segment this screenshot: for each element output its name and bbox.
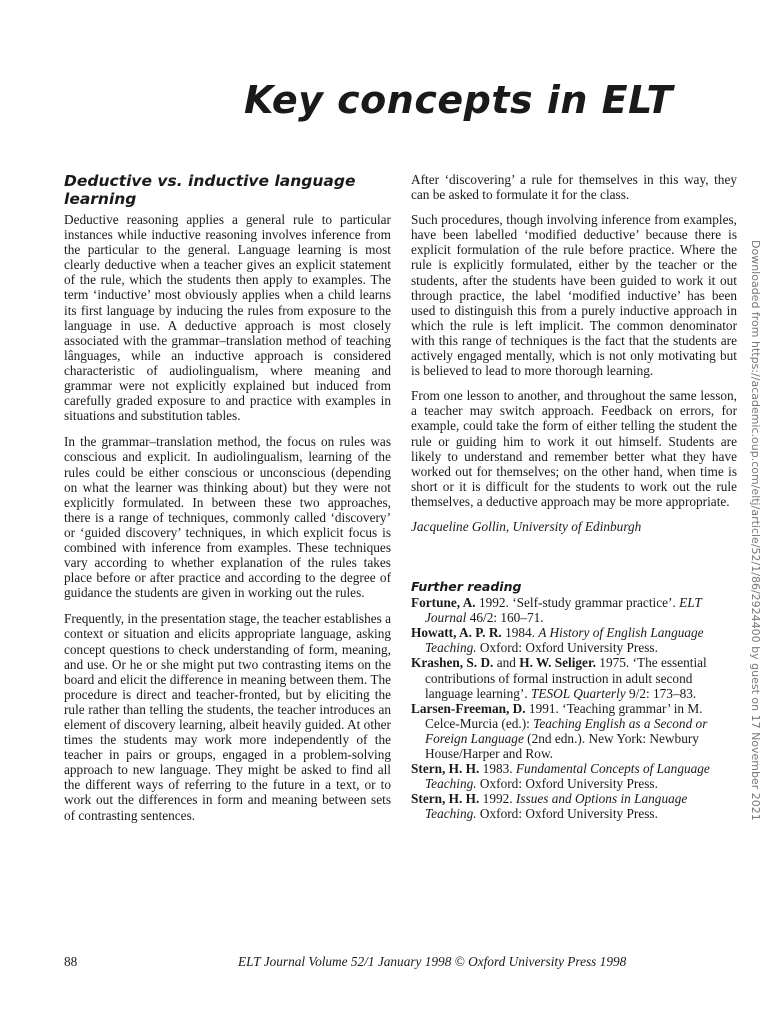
reference-item: [411, 655, 737, 700]
reference-title: TESOL Quarterly: [530, 685, 626, 701]
reference-text: and: [493, 655, 520, 671]
paragraph: Such procedures, though involving inference from examples, have been labelled ‘modified deductive’ because there is explicit formulation of the rule before practice. Where the rule is explicitly formulated, either by the teacher or the students, after the students have been guided to work it out through practice, the label ‘modified inductive’ has been used to distinguish this from a purely inductive approach in which the rule is left implicit. The common denominator with this range of techniques is the fact that the students are actively engaged mentally, which is not only motivating but is believed to lead to more thorough learning.: [411, 212, 737, 379]
reference-author: Stern, H. H.: [411, 761, 480, 777]
reference-title: Fundamental Concepts of Language Teaching.: [425, 761, 710, 792]
reference-author: Fortune, A.: [411, 595, 476, 611]
reference-text: (2nd edn.). New York: Newbury House/Harper and Row.: [425, 730, 699, 761]
download-watermark: [748, 240, 764, 960]
reference-text: 1992. ‘Self-study grammar practice’.: [475, 595, 680, 611]
paragraph: In the grammar–translation method, the focus on rules was conscious and explicit. In audiolingualism, learning of the rules could be either conscious or unconscious (depending on what the learner was thinking about) but they were not explicitly formulated. In between these two approaches, there is a range of techniques, commonly called ‘discovery’ or ‘guided discovery’ techniques, in which explicit focus is combined with inference from examples. These techniques vary according to whether explanation of the rules takes place before or after practice and according to the degree of guidance the students are given in working out the rules.: [64, 434, 391, 601]
watermark-text: Downloaded from https://academic.oup.com/eltj/article/52/1/86/2924400 by guest on 17 November 2021: [749, 240, 762, 821]
reference-text: Oxford: Oxford University Press.: [476, 806, 658, 822]
page-number: 88: [64, 954, 78, 969]
paragraph: After ‘discovering’ a rule for themselves in this way, they can be asked to formulate it for the class.: [411, 172, 737, 203]
section-heading: Deductive vs. inductive language learning: [64, 172, 356, 208]
reference-title: A History of English Language Teaching.: [425, 625, 704, 656]
reference-author: Howatt, A. P. R.: [411, 625, 502, 641]
reference-text: 1983.: [479, 761, 516, 777]
reference-author: H. W. Seliger.: [519, 655, 596, 671]
reference-title: ELT Journal: [425, 595, 702, 626]
reference-title: Issues and Options in Language Teaching.: [425, 791, 688, 822]
page-title: Key concepts in ELT: [244, 78, 673, 122]
reference-item: [411, 791, 737, 821]
reference-text: 9/2: 173–83.: [625, 685, 697, 701]
reference-title: Teaching English as a Second or Foreign Language: [425, 715, 708, 746]
reference-item: [411, 595, 737, 625]
journal-citation: ELT Journal Volume 52/1 January 1998 © Oxford University Press 1998: [238, 954, 627, 969]
further-reading-heading: Further reading: [411, 579, 522, 595]
paragraph: Frequently, in the presentation stage, the teacher establishes a context or situation and elicits appropriate language, asking concept questions to check understanding of form, meaning, and use. Or he or she might put two contrasting items on the board and elicit the difference in meaning between them. The procedure is direct and teacher-fronted, but by eliciting the rule rather than telling the students, the teacher introduces an element of discovery learning, albeit heavily guided. At other times the students may work more independently of the teacher in pairs or groups, engaged in a problem-solving approach to new language. They might be asked to find all the different ways of referring to the future in a text, or to work out the differences in form and meaning between sets of contrasting sentences.: [64, 611, 392, 823]
paragraph: Deductive reasoning applies a general rule to particular instances while inductive reasoning involves inference from the particular to the general. Language learning is most clearly deductive when a teacher gives an explicit statement of the rule, which the students then apply to examples. The term ‘inductive’ most obviously applies when a child learns its first language by inducing the rules from exposure to the language in use. A deductive approach is most closely associated with the grammar–translation method of teaching lânguages, while an inductive approach is considered characteristic of audiolingualism, where meaning and grammar were not explicitly explained but induced from carefully graded exposure to and practice with examples in situations and substitution tables.: [64, 212, 391, 424]
author-signature: Jacqueline Gollin, University of Edinburgh: [411, 518, 642, 534]
reference-text: 46/2: 160–71.: [466, 610, 544, 626]
reference-list: [411, 595, 737, 821]
reference-author: Larsen-Freeman, D.: [411, 700, 526, 716]
reference-text: Oxford: Oxford University Press.: [476, 640, 658, 656]
reference-author: Krashen, S. D.: [411, 655, 494, 671]
left-column: [64, 172, 391, 834]
reference-author: Stern, H. H.: [411, 791, 480, 807]
reference-item: [411, 701, 737, 761]
reference-text: 1992.: [479, 791, 516, 807]
reference-text: 1984.: [501, 625, 539, 641]
right-column: [411, 172, 737, 821]
reference-text: Oxford: Oxford University Press.: [476, 776, 658, 792]
reference-text: 1991. ‘Teaching grammar’ in M. Celce-Murcia (ed.):: [425, 700, 703, 731]
reference-item: [411, 625, 737, 655]
reference-text: 1975. ‘The essential contributions of formal instruction in adult second language learning’.: [425, 655, 707, 701]
paragraph: From one lesson to another, and throughout the same lesson, a teacher may switch approach. Feedback on errors, for example, could take the form of either telling the student the rule or guiding him to work it out himself. Students are likely to understand and remember better what they have worked out for themselves; on the other hand, when time is short or it is difficult for the students to work out the rule themselves, a deductive approach may be more appropriate.: [411, 388, 737, 509]
reference-item: [411, 761, 737, 791]
